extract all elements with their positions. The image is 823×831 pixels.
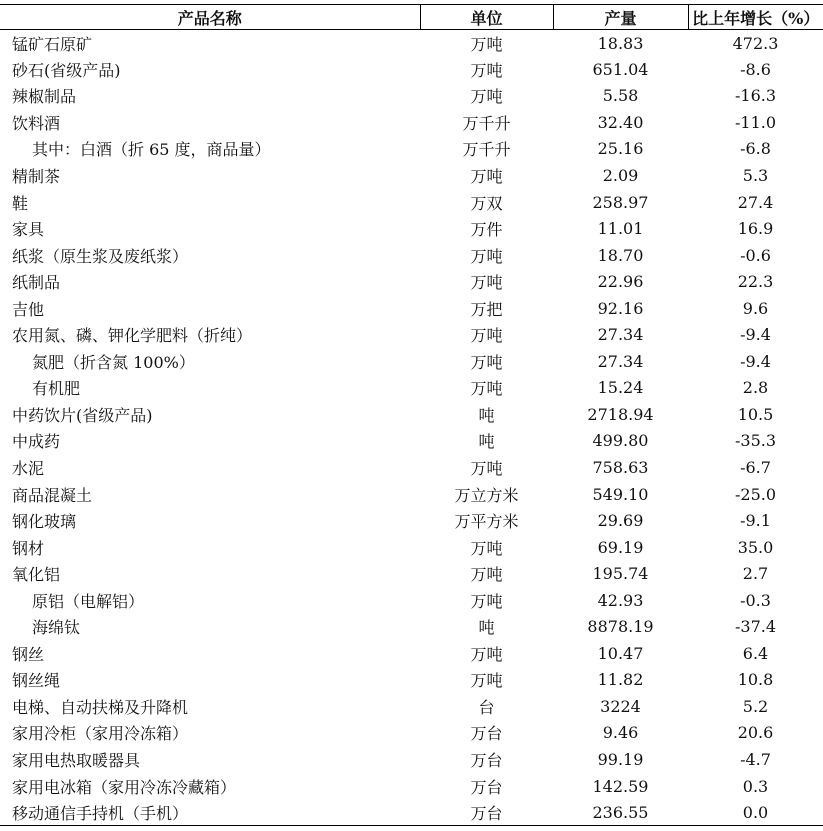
cell-product-name: 吉他 — [12, 299, 45, 319]
table-row — [0, 560, 823, 587]
cell-growth: -9.4 — [740, 325, 771, 345]
cell-growth: 35.0 — [737, 537, 774, 557]
cell-unit: 万平方米 — [454, 512, 519, 532]
cell-growth: -4.7 — [740, 750, 771, 770]
cell-unit: 万吨 — [470, 60, 503, 80]
cell-product-name: 电梯、自动扶梯及升降机 — [12, 697, 189, 717]
cell-product-name: 家具 — [12, 220, 45, 240]
header-unit: 单位 — [420, 5, 553, 30]
cell-output: 22.96 — [597, 272, 644, 292]
cell-growth: -37.4 — [734, 617, 777, 637]
table-row — [0, 614, 823, 641]
cell-unit: 万双 — [470, 193, 503, 213]
table-row — [0, 268, 823, 295]
cell-product-name: 家用冷柜（家用冷冻箱） — [12, 724, 189, 744]
cell-product-name: 锰矿石原矿 — [12, 34, 93, 54]
table-row — [0, 720, 823, 747]
cell-output: 2718.94 — [587, 404, 654, 424]
cell-unit: 万吨 — [470, 565, 503, 585]
table-row — [0, 56, 823, 83]
table-row — [0, 693, 823, 720]
cell-unit: 吨 — [478, 618, 495, 638]
cell-unit: 万吨 — [470, 379, 503, 399]
table-row — [0, 428, 823, 455]
cell-product-name: 水泥 — [12, 459, 45, 479]
cell-product-name: 钢丝绳 — [12, 671, 61, 691]
cell-output: 32.40 — [597, 112, 644, 132]
cell-growth: 5.3 — [742, 166, 769, 185]
cell-unit: 万吨 — [470, 352, 503, 372]
cell-output: 2.09 — [602, 166, 639, 185]
cell-growth: -9.1 — [740, 511, 771, 531]
production-table — [0, 4, 823, 826]
cell-growth: -11.0 — [734, 112, 777, 132]
table-body — [0, 30, 823, 826]
cell-output: 499.80 — [592, 431, 649, 451]
cell-unit: 万台 — [420, 799, 553, 826]
cell-unit: 万吨 — [470, 644, 503, 664]
cell-growth: 2.8 — [742, 378, 769, 398]
cell-output: 29.69 — [597, 511, 644, 531]
table-row — [0, 295, 823, 322]
cell-unit: 万吨 — [470, 167, 503, 186]
cell-output: 549.10 — [592, 484, 649, 504]
cell-growth: 0.0 — [688, 799, 823, 826]
cell-product-name: 中成药 — [12, 432, 61, 452]
table-header-row — [0, 5, 823, 30]
cell-output: 5.58 — [602, 86, 639, 106]
cell-product-name: 氧化铝 — [12, 565, 61, 585]
cell-unit: 万吨 — [470, 326, 503, 346]
cell-product-name: 农用氮、磷、钾化学肥料（折纯） — [12, 326, 253, 346]
cell-output: 25.16 — [597, 139, 644, 159]
cell-product-name: 商品混凝土 — [12, 485, 93, 505]
cell-growth: -35.3 — [734, 431, 777, 451]
cell-unit: 万件 — [470, 220, 503, 240]
cell-growth: 472.3 — [732, 33, 779, 53]
cell-output: 236.55 — [553, 799, 688, 826]
cell-product-name: 有机肥 — [32, 379, 81, 399]
cell-product-name: 钢化玻璃 — [12, 512, 77, 532]
table-row — [0, 481, 823, 508]
cell-product-name: 钢丝 — [12, 644, 45, 664]
table-row — [0, 587, 823, 614]
cell-unit: 台 — [478, 697, 495, 717]
cell-output: 8878.19 — [587, 617, 654, 637]
cell-growth: 27.4 — [737, 192, 774, 212]
cell-product-name: 家用电热取暖器具 — [12, 751, 141, 771]
cell-output: 27.34 — [597, 325, 644, 345]
cell-unit: 万吨 — [470, 246, 503, 266]
cell-output: 99.19 — [597, 750, 644, 770]
cell-unit: 万吨 — [470, 34, 503, 54]
cell-output: 11.01 — [597, 219, 644, 239]
cell-output: 258.97 — [592, 192, 649, 212]
cell-unit: 万台 — [470, 777, 503, 797]
table-row — [0, 746, 823, 773]
cell-product-name: 纸制品 — [12, 273, 61, 293]
cell-product-name: 精制茶 — [12, 167, 61, 186]
table-row — [0, 109, 823, 136]
cell-output: 10.47 — [597, 643, 644, 663]
cell-growth: 0.3 — [742, 776, 769, 796]
cell-product-name: 钢材 — [12, 538, 45, 558]
cell-unit: 万吨 — [470, 538, 503, 558]
cell-growth: -25.0 — [734, 484, 777, 504]
cell-output: 758.63 — [592, 458, 649, 478]
cell-unit: 万吨 — [470, 671, 503, 691]
cell-growth: -6.8 — [740, 139, 771, 159]
table-row — [0, 162, 823, 189]
cell-growth: 10.5 — [737, 404, 774, 424]
cell-growth: 2.7 — [742, 564, 769, 584]
cell-product-name: 砂石(省级产品) — [12, 60, 121, 80]
cell-output: 651.04 — [592, 59, 649, 79]
cell-output: 27.34 — [597, 351, 644, 371]
table-row — [0, 454, 823, 481]
cell-output: 18.70 — [597, 245, 644, 265]
header-growth: 比上年增长（%） — [688, 5, 823, 30]
cell-output: 15.24 — [597, 378, 644, 398]
table-row — [0, 322, 823, 349]
cell-output: 42.93 — [597, 590, 644, 610]
cell-output: 142.59 — [592, 776, 649, 796]
cell-growth: -8.6 — [740, 59, 771, 79]
table-row — [0, 401, 823, 428]
cell-output: 11.82 — [597, 670, 644, 690]
cell-output: 195.74 — [592, 564, 649, 584]
cell-unit: 万把 — [470, 299, 503, 319]
cell-unit: 万吨 — [470, 591, 503, 611]
table-row — [0, 348, 823, 375]
header-output: 产量 — [553, 5, 688, 30]
cell-growth: 20.6 — [737, 723, 774, 743]
cell-unit: 万吨 — [470, 87, 503, 107]
cell-product-name: 移动通信手持机（手机） — [0, 799, 420, 826]
cell-product-name: 海绵钛 — [32, 618, 81, 638]
cell-growth: 22.3 — [737, 272, 774, 292]
table-row — [0, 30, 823, 57]
table-row — [0, 507, 823, 534]
cell-product-name: 氮肥（折含氮 100%） — [32, 352, 195, 372]
cell-product-name: 鞋 — [12, 193, 29, 213]
cell-growth: -6.7 — [740, 458, 771, 478]
cell-growth: -9.4 — [740, 351, 771, 371]
cell-product-name: 辣椒制品 — [12, 87, 77, 107]
cell-product-name: 家用电冰箱（家用冷冻冷藏箱） — [12, 777, 237, 797]
cell-growth: -16.3 — [734, 86, 777, 106]
cell-growth: 9.6 — [742, 298, 769, 318]
header-product-name: 产品名称 — [0, 5, 420, 30]
table-row — [0, 83, 823, 110]
cell-unit: 万台 — [470, 751, 503, 771]
cell-unit: 万千升 — [462, 140, 511, 160]
cell-growth: 5.2 — [742, 696, 769, 716]
cell-output: 9.46 — [602, 723, 639, 743]
cell-unit: 万千升 — [462, 113, 511, 133]
cell-unit: 万吨 — [470, 273, 503, 293]
cell-growth: 6.4 — [742, 643, 769, 663]
table-row — [0, 773, 823, 800]
cell-product-name: 原铝（电解铝） — [32, 591, 145, 611]
cell-product-name: 其中：白酒（折 65 度，商品量） — [32, 140, 271, 160]
table-row — [0, 534, 823, 561]
table-row — [0, 136, 823, 163]
cell-growth: 10.8 — [737, 670, 774, 690]
cell-output: 18.83 — [597, 33, 644, 53]
cell-output: 92.16 — [597, 298, 644, 318]
cell-unit: 吨 — [478, 405, 495, 425]
cell-unit: 万吨 — [470, 459, 503, 479]
cell-product-name: 中药饮片(省级产品) — [12, 405, 153, 425]
cell-product-name: 纸浆（原生浆及废纸浆） — [12, 246, 189, 266]
table-row — [0, 799, 823, 826]
table-row — [0, 189, 823, 216]
table-row — [0, 215, 823, 242]
table-row — [0, 242, 823, 269]
cell-growth: 16.9 — [737, 219, 774, 239]
cell-growth: -0.6 — [740, 245, 771, 265]
cell-growth: -0.3 — [740, 590, 771, 610]
cell-output: 69.19 — [597, 537, 644, 557]
table-row — [0, 375, 823, 402]
cell-unit: 万台 — [470, 724, 503, 744]
table-row — [0, 667, 823, 694]
cell-unit: 吨 — [478, 432, 495, 452]
cell-output: 3224 — [600, 696, 641, 716]
cell-unit: 万立方米 — [454, 485, 519, 505]
table-row — [0, 640, 823, 667]
cell-product-name: 饮料酒 — [12, 113, 61, 133]
